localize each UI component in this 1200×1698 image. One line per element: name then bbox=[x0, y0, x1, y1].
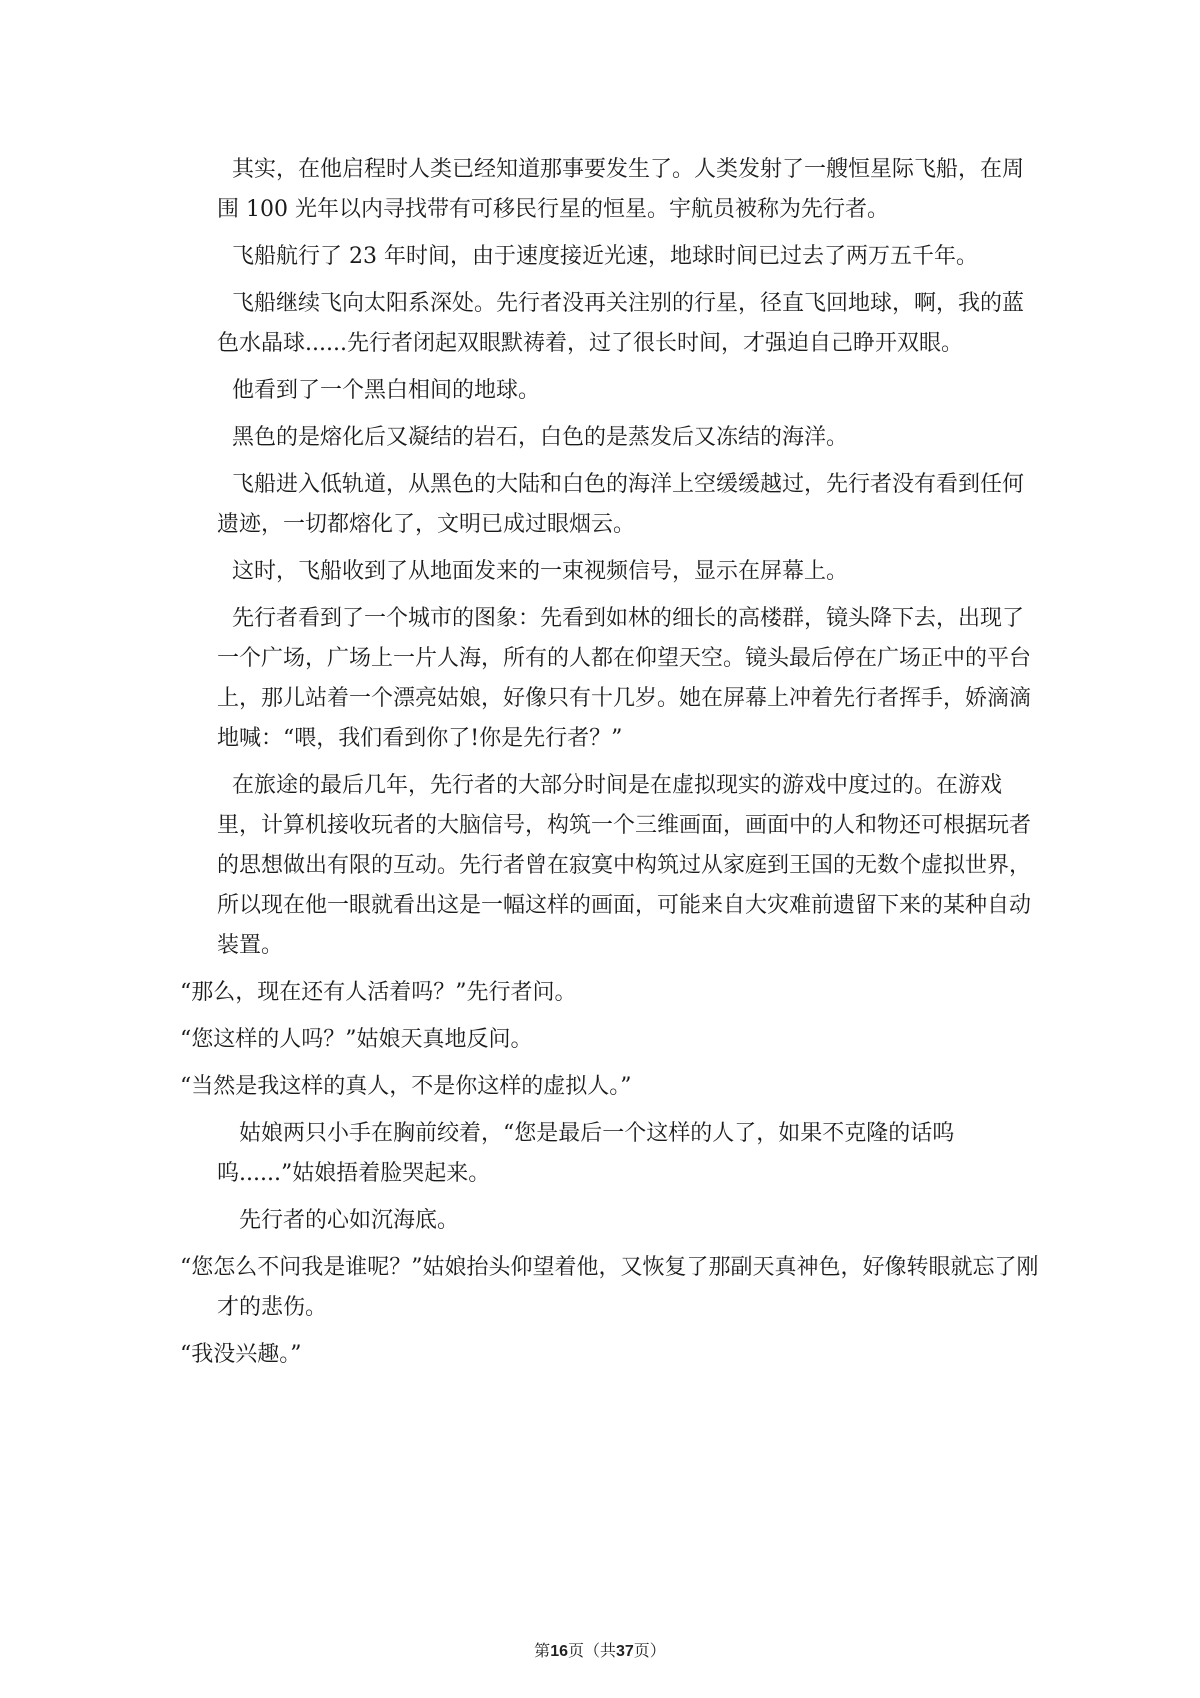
paragraph-9: 在旅途的最后几年，先行者的大部分时间是在虚拟现实的游戏中度过的。在游戏里，计算机接收玩者的大脑信号，构筑一个三维画面，画面中的人和物还可根据玩者的思想做出有限的互动。先行者曾在寂寞中构筑过从家庭到王国的无数个虚拟世界，所以现在他一眼就看出这是一幅这样的画面，可能来自大灾难前遗留下来的某种自动装置。 bbox=[217, 773, 1032, 958]
paragraph-14: 先行者的心如沉海底。 bbox=[239, 1208, 460, 1233]
paragraph-16: “我没兴趣。” bbox=[180, 1342, 302, 1367]
footer-middle: 页（共 bbox=[567, 1641, 616, 1660]
footer-page-number: 16 bbox=[550, 1643, 568, 1660]
paragraph-1: 其实，在他启程时人类已经知道那事要发生了。人类发射了一艘恒星际飞船，在周围 100 光年以内寻找带有可移民行星的恒星。宇航员被称为先行者。 bbox=[217, 157, 1025, 222]
paragraph-12: “当然是我这样的真人，不是你这样的虚拟人。” bbox=[180, 1074, 632, 1099]
paragraph-2: 飞船航行了 23 年时间，由于速度接近光速，地球时间已过去了两万五千年。 bbox=[232, 244, 978, 269]
paragraph-5: 黑色的是熔化后又凝结的岩石，白色的是蒸发后又冻结的海洋。 bbox=[232, 425, 849, 450]
paragraph-15: “您怎么不问我是谁呢？”姑娘抬头仰望着他，又恢复了那副天真神色，好像转眼就忘了刚才的悲伤。 bbox=[180, 1255, 1039, 1320]
paragraph-10: “那么，现在还有人活着吗？”先行者问。 bbox=[180, 980, 577, 1005]
footer-total-pages: 37 bbox=[616, 1643, 634, 1660]
paragraph-7: 这时，飞船收到了从地面发来的一束视频信号，显示在屏幕上。 bbox=[232, 559, 849, 584]
footer-suffix: 页） bbox=[633, 1641, 666, 1660]
paragraph-11: “您这样的人吗？”姑娘天真地反问。 bbox=[180, 1027, 533, 1052]
body-text bbox=[180, 150, 1040, 1382]
footer-prefix: 第 bbox=[534, 1641, 551, 1660]
paragraph-8: 先行者看到了一个城市的图象：先看到如林的细长的高楼群，镜头降下去，出现了一个广场，广场上一片人海，所有的人都在仰望天空。镜头最后停在广场正中的平台上，那儿站着一个漂亮姑娘，好像只有十几岁。她在屏幕上冲着先行者挥手，娇滴滴地喊：“喂，我们看到你了!你是先行者？” bbox=[217, 606, 1032, 751]
paragraph-6: 飞船进入低轨道，从黑色的大陆和白色的海洋上空缓缓越过，先行者没有看到任何遗迹，一切都熔化了，文明已成过眼烟云。 bbox=[217, 472, 1025, 537]
paragraph-4: 他看到了一个黑白相间的地球。 bbox=[232, 378, 541, 403]
page-footer bbox=[0, 1638, 1200, 1661]
paragraph-13: 姑娘两只小手在胸前绞着，“您是最后一个这样的人了，如果不克隆的话呜呜......”姑娘捂着脸哭起来。 bbox=[217, 1121, 955, 1186]
paragraph-3: 飞船继续飞向太阳系深处。先行者没再关注别的行星，径直飞回地球，啊，我的蓝色水晶球......先行者闭起双眼默祷着，过了很长时间，才强迫自己睁开双眼。 bbox=[217, 291, 1025, 356]
